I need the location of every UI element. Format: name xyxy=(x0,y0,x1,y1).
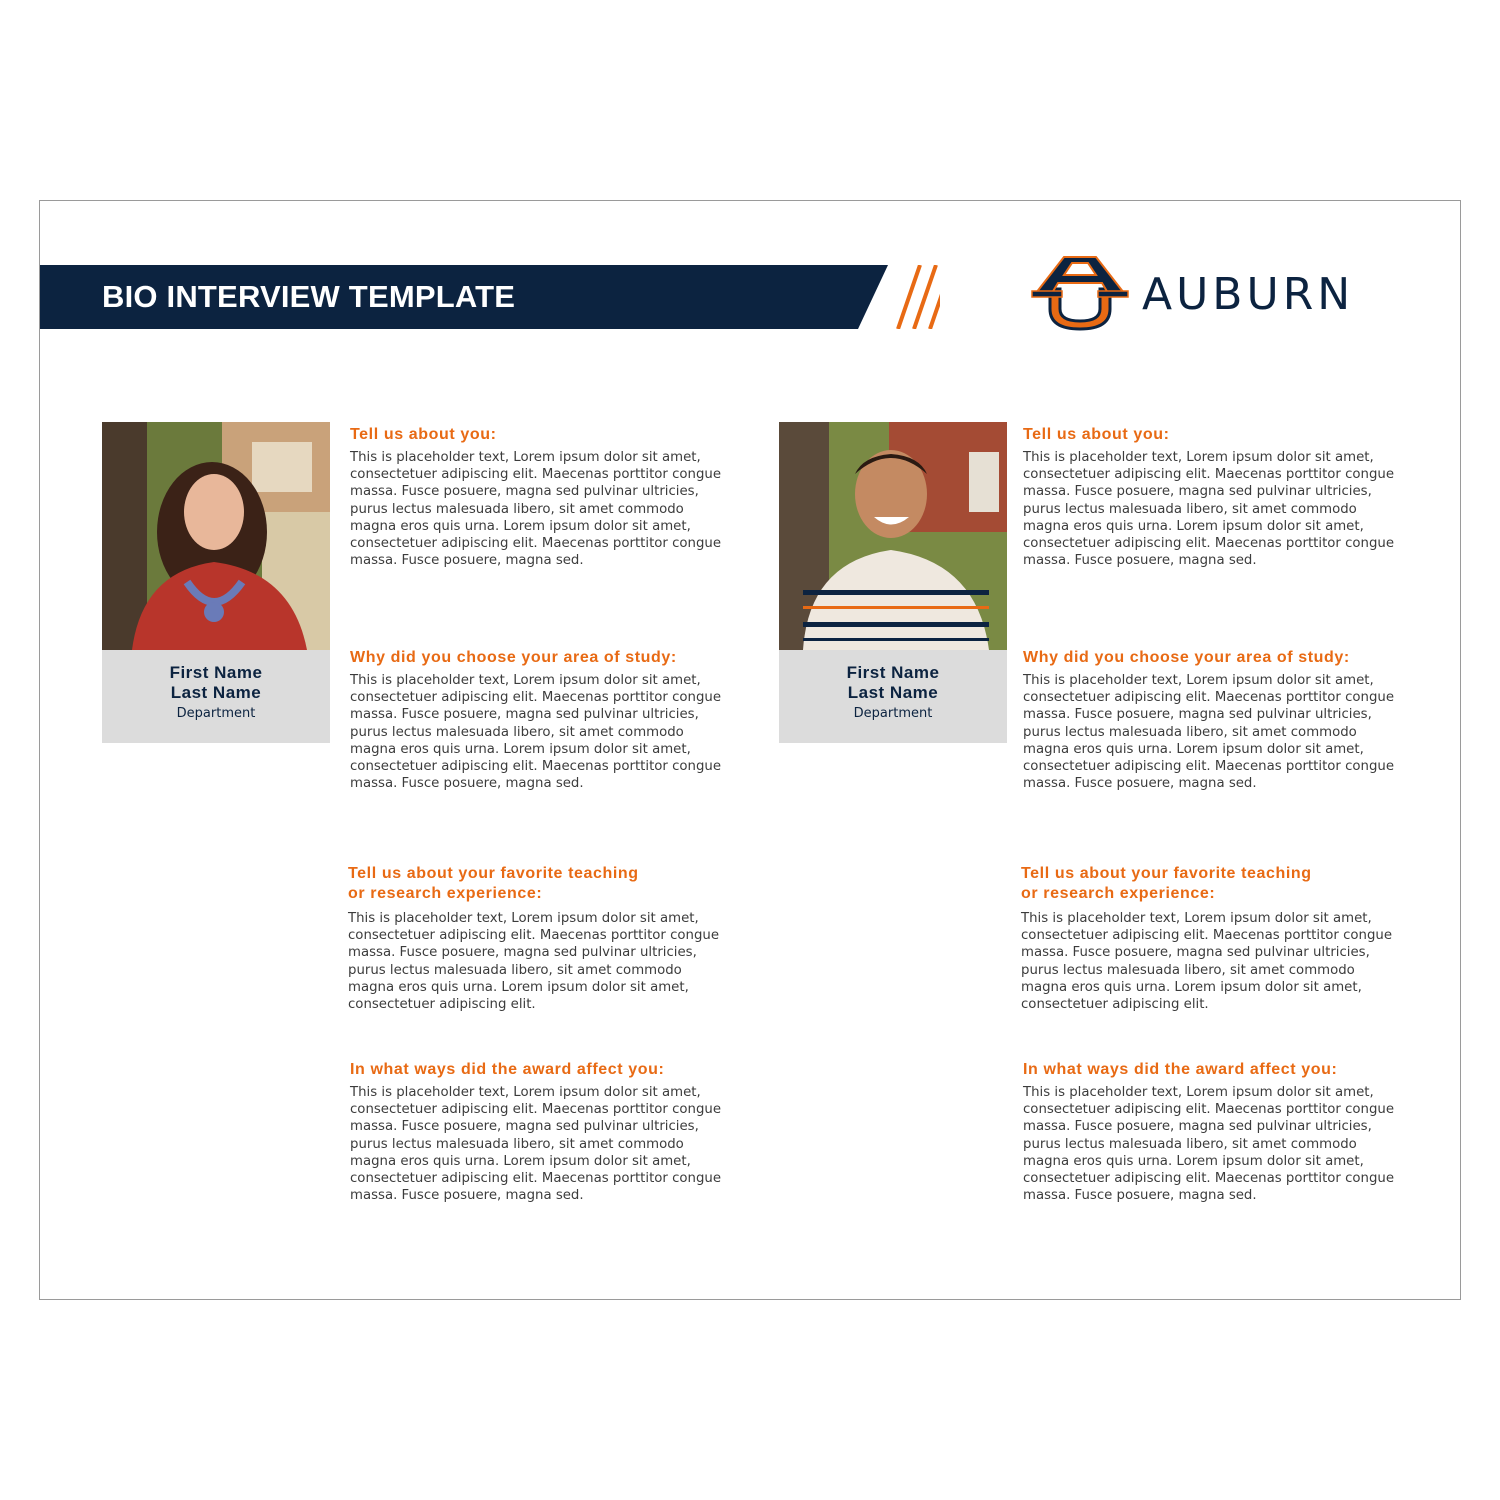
profile-card xyxy=(779,422,1007,743)
qa-block xyxy=(1023,425,1395,569)
first-name: First Name xyxy=(169,663,263,682)
department: Department xyxy=(853,706,933,721)
question-heading: Why did you choose your area of study: xyxy=(1023,649,1350,666)
question-heading: Tell us about you: xyxy=(350,426,497,443)
question-heading: In what ways did the award affect you: xyxy=(1023,1061,1338,1078)
question-heading: In what ways did the award affect you: xyxy=(350,1061,665,1078)
qa-block xyxy=(1023,1060,1395,1204)
title-banner xyxy=(40,265,890,329)
answer-text: This is placeholder text, Lorem ipsum dolor sit amet, consectetuer adipiscing elit. Maecenas porttitor congue massa. Fusce posuere, magna sed pulvinar ultricies, purus lectus malesuada libero, sit amet commodo magna eros quis urna. Lorem ipsum dolor sit amet, consectetuer adipiscing elit. Maecenas porttitor congue massa. Fusce posuere, magna sed. xyxy=(350,673,722,792)
qa-block xyxy=(1023,648,1395,792)
last-name: Last Name xyxy=(847,683,939,702)
question-heading: Tell us about your favorite teaching or research experience: xyxy=(1021,865,1312,902)
last-name: Last Name xyxy=(170,683,262,702)
answer-text: This is placeholder text, Lorem ipsum dolor sit amet, consectetuer adipiscing elit. Maecenas porttitor congue massa. Fusce posuere, magna sed pulvinar ultricies, purus lectus malesuada libero, sit amet commodo magna eros quis urna. Lorem ipsum dolor sit amet, consectetuer adipiscing elit. Maecenas porttitor congue massa. Fusce posuere, magna sed. xyxy=(350,450,722,569)
answer-text: This is placeholder text, Lorem ipsum dolor sit amet, consectetuer adipiscing elit. Maecenas porttitor congue massa. Fusce posuere, magna sed pulvinar ultricies, purus lectus malesuada libero, sit amet commodo magna eros quis urna. Lorem ipsum dolor sit amet, consectetuer adipiscing elit. xyxy=(348,911,720,1013)
answer-text: This is placeholder text, Lorem ipsum dolor sit amet, consectetuer adipiscing elit. Maecenas porttitor congue massa. Fusce posuere, magna sed pulvinar ultricies, purus lectus malesuada libero, sit amet commodo magna eros quis urna. Lorem ipsum dolor sit amet, consectetuer adipiscing elit. Maecenas porttitor congue massa. Fusce posuere, magna sed. xyxy=(1023,450,1395,569)
name-caption xyxy=(102,650,330,743)
answer-text: This is placeholder text, Lorem ipsum dolor sit amet, consectetuer adipiscing elit. Maecenas porttitor congue massa. Fusce posuere, magna sed pulvinar ultricies, purus lectus malesuada libero, sit amet commodo magna eros quis urna. Lorem ipsum dolor sit amet, consectetuer adipiscing elit. xyxy=(1021,911,1393,1013)
answer-text: This is placeholder text, Lorem ipsum dolor sit amet, consectetuer adipiscing elit. Maecenas porttitor congue massa. Fusce posuere, magna sed pulvinar ultricies, purus lectus malesuada libero, sit amet commodo magna eros quis urna. Lorem ipsum dolor sit amet, consectetuer adipiscing elit. Maecenas porttitor congue massa. Fusce posuere, magna sed. xyxy=(1023,673,1395,792)
qa-block xyxy=(350,648,722,792)
question-heading: Tell us about you: xyxy=(1023,426,1170,443)
qa-block xyxy=(1021,910,1393,1013)
qa-block xyxy=(350,1060,722,1204)
qa-block xyxy=(350,425,722,569)
profile-card xyxy=(102,422,330,743)
document-page xyxy=(39,200,1461,1300)
name-caption xyxy=(779,650,1007,743)
question-heading: Why did you choose your area of study: xyxy=(350,649,677,666)
logo-wordmark: AUBURN xyxy=(1142,269,1355,320)
student-photo-icon xyxy=(779,422,1007,650)
page-title: BIO INTERVIEW TEMPLATE xyxy=(102,279,516,314)
answer-text: This is placeholder text, Lorem ipsum dolor sit amet, consectetuer adipiscing elit. Maecenas porttitor congue massa. Fusce posuere, magna sed pulvinar ultricies, purus lectus malesuada libero, sit amet commodo magna eros quis urna. Lorem ipsum dolor sit amet, consectetuer adipiscing elit. Maecenas porttitor congue massa. Fusce posuere, magna sed. xyxy=(350,1085,722,1204)
student-photo-icon xyxy=(102,422,330,650)
qa-block xyxy=(1021,864,1321,908)
question-heading: Tell us about your favorite teaching or research experience: xyxy=(348,865,639,902)
department: Department xyxy=(176,706,256,721)
qa-block xyxy=(348,910,720,1013)
qa-block xyxy=(348,864,648,908)
first-name: First Name xyxy=(846,663,940,682)
answer-text: This is placeholder text, Lorem ipsum dolor sit amet, consectetuer adipiscing elit. Maecenas porttitor congue massa. Fusce posuere, magna sed pulvinar ultricies, purus lectus malesuada libero, sit amet commodo magna eros quis urna. Lorem ipsum dolor sit amet, consectetuer adipiscing elit. Maecenas porttitor congue massa. Fusce posuere, magna sed. xyxy=(1023,1085,1395,1204)
auburn-logo xyxy=(1030,253,1420,333)
au-monogram-icon xyxy=(1030,253,1130,333)
